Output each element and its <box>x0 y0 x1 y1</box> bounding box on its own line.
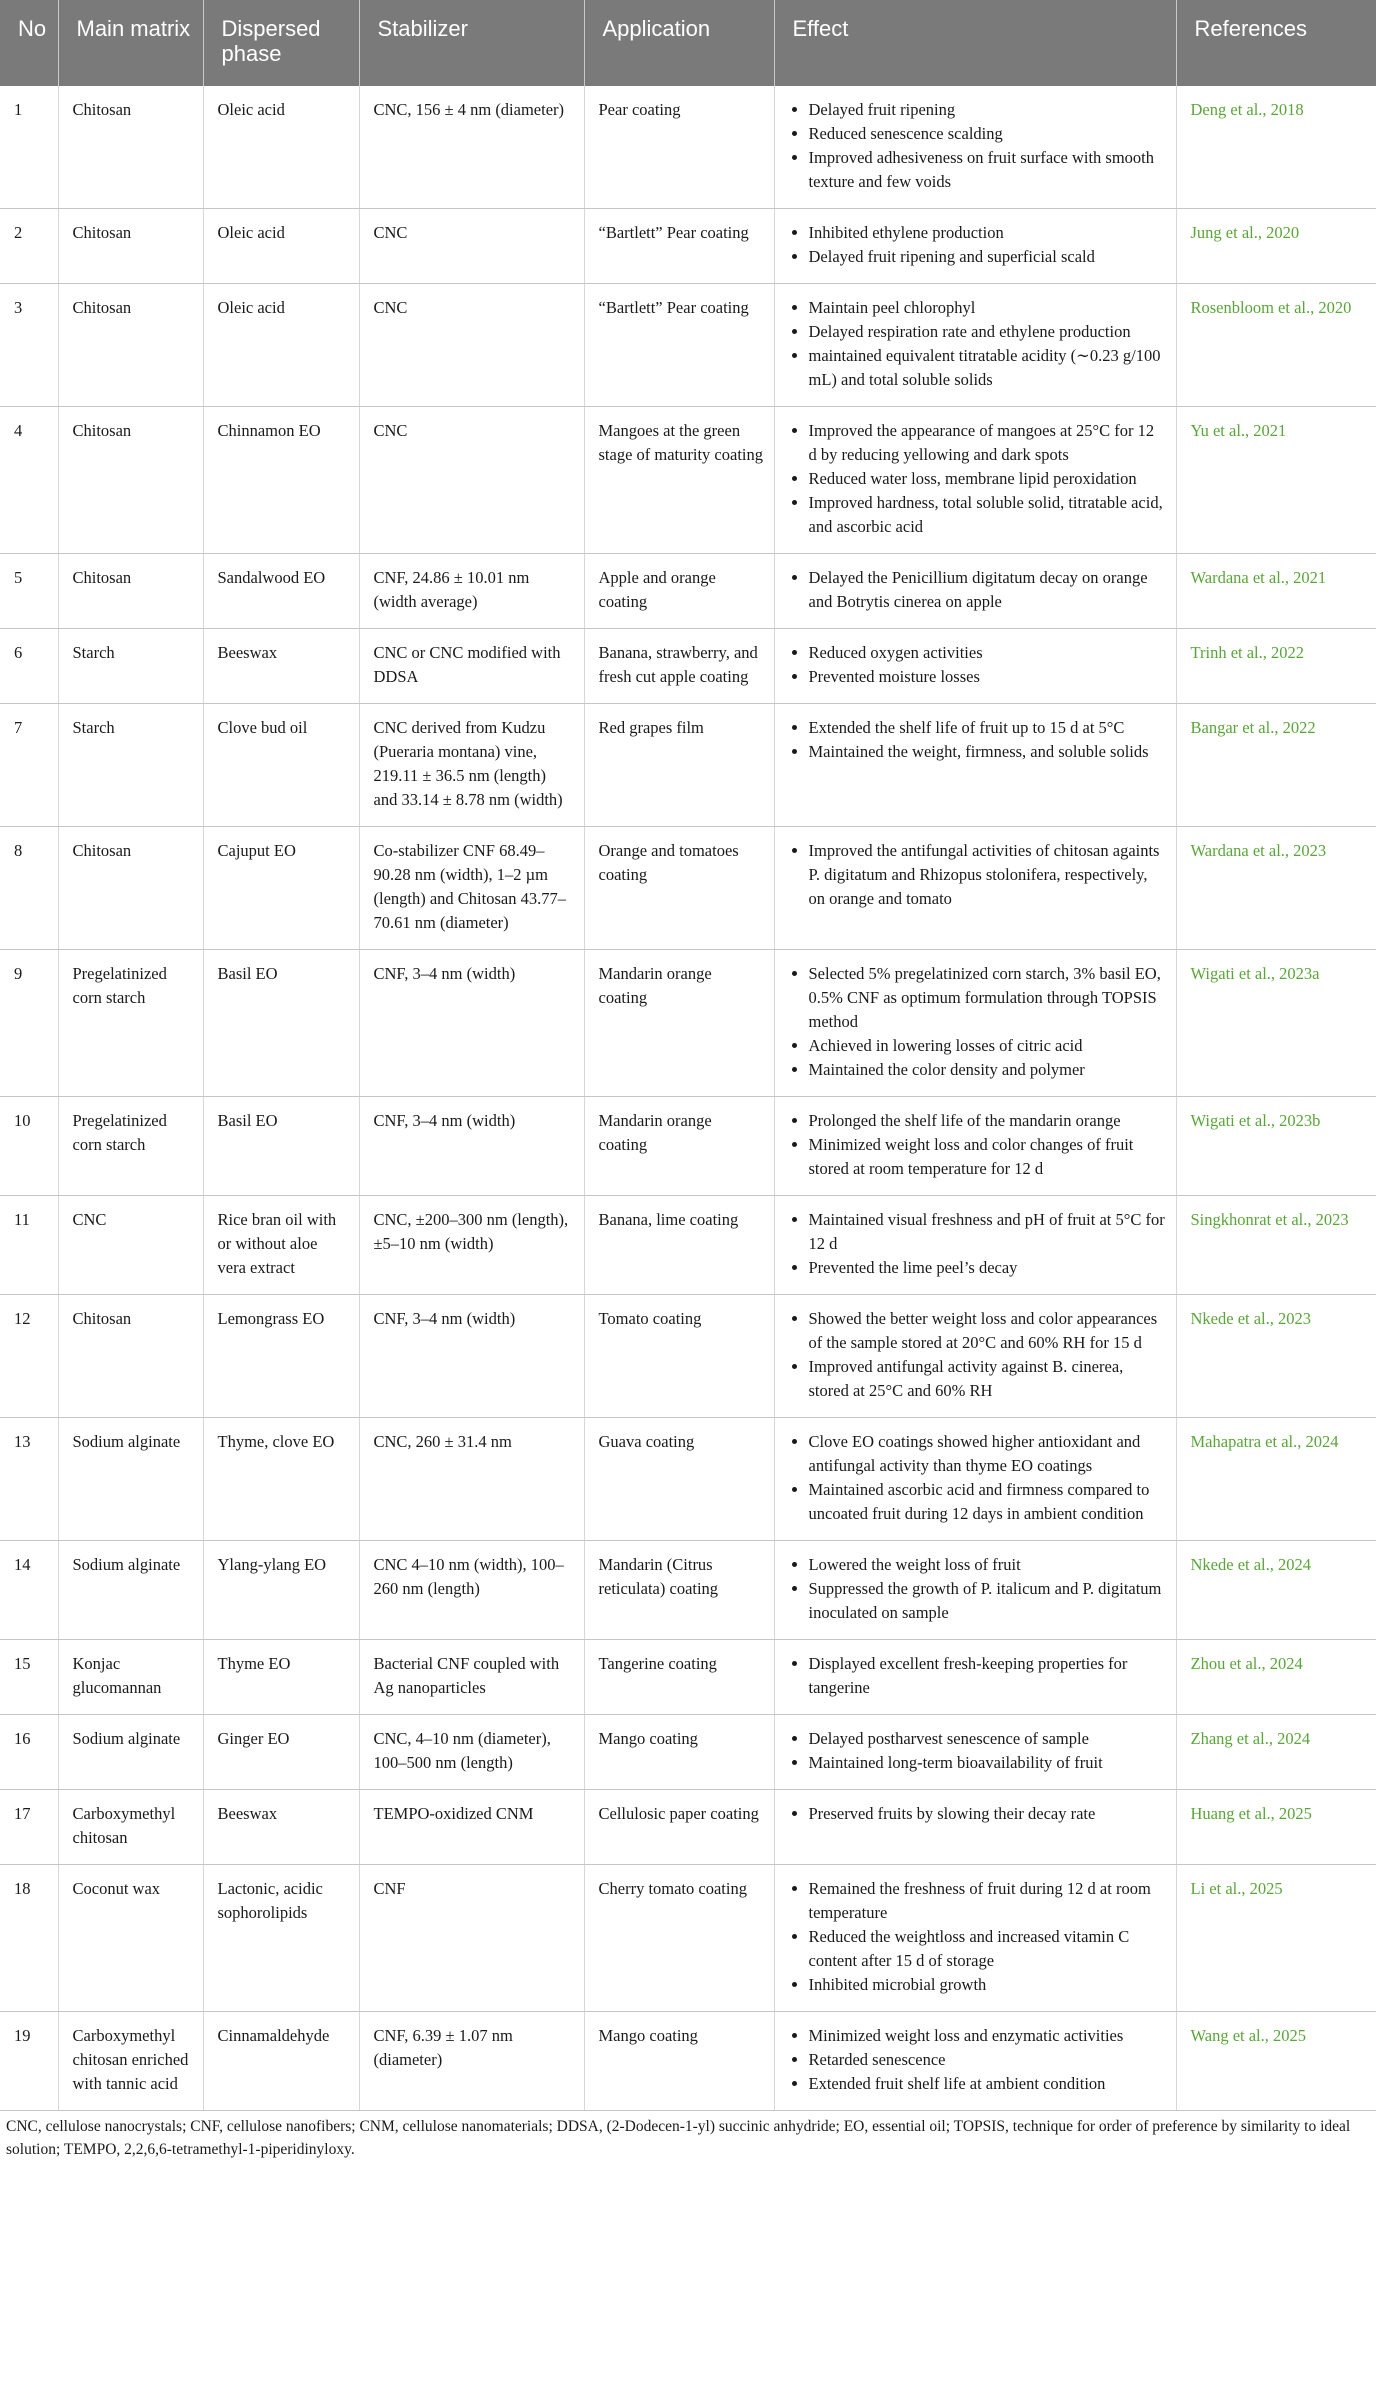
effect-list <box>789 2024 1166 2096</box>
reference-link[interactable]: Zhang et al., 2024 <box>1176 1715 1376 1790</box>
cell-application: Pear coating <box>584 86 774 209</box>
cell-dispersed-phase: Ginger EO <box>203 1715 359 1790</box>
effect-item: • Improved the appearance of mangoes at 25°C for 12 d by reducing yellowing and dark spots <box>809 419 1166 467</box>
table-row <box>0 1097 1376 1196</box>
cell-stabilizer: CNC derived from Kudzu (Pueraria montana) vine, 219.11 ± 36.5 nm (length) and 33.14 ± 8.78 nm (width) <box>359 704 584 827</box>
table-row <box>0 950 1376 1097</box>
effect-list <box>789 296 1166 392</box>
cell-main-matrix: Chitosan <box>58 554 203 629</box>
effect-item: • Minimized weight loss and color changes of fruit stored at room temperature for 12 d <box>809 1133 1166 1181</box>
cell-effect <box>774 950 1176 1097</box>
cell-dispersed-phase: Lemongrass EO <box>203 1295 359 1418</box>
table-row <box>0 209 1376 284</box>
effect-item: • Extended the shelf life of fruit up to 15 d at 5°C <box>809 716 1166 740</box>
cell-stabilizer: CNF, 3–4 nm (width) <box>359 1295 584 1418</box>
reference-link[interactable]: Rosenbloom et al., 2020 <box>1176 284 1376 407</box>
cell-effect <box>774 1097 1176 1196</box>
cell-no: 16 <box>0 1715 58 1790</box>
effect-list <box>789 566 1166 614</box>
cell-main-matrix: Pregelatinized corn starch <box>58 1097 203 1196</box>
cell-dispersed-phase: Beeswax <box>203 629 359 704</box>
effect-item: • Reduced oxygen activities <box>809 641 1166 665</box>
effect-item: • Remained the freshness of fruit during 12 d at room temperature <box>809 1877 1166 1925</box>
cell-dispersed-phase: Beeswax <box>203 1790 359 1865</box>
reference-link[interactable]: Wardana et al., 2021 <box>1176 554 1376 629</box>
reference-link[interactable]: Trinh et al., 2022 <box>1176 629 1376 704</box>
table-row <box>0 86 1376 209</box>
reference-link[interactable]: Singkhonrat et al., 2023 <box>1176 1196 1376 1295</box>
cell-dispersed-phase: Thyme, clove EO <box>203 1418 359 1541</box>
table-row <box>0 284 1376 407</box>
cell-stabilizer: CNC <box>359 284 584 407</box>
cell-main-matrix: Starch <box>58 629 203 704</box>
cell-stabilizer: CNF, 6.39 ± 1.07 nm (diameter) <box>359 2012 584 2111</box>
effect-item: • Maintain peel chlorophyl <box>809 296 1166 320</box>
effect-list <box>789 1307 1166 1403</box>
cell-no: 11 <box>0 1196 58 1295</box>
cell-stabilizer: CNF, 3–4 nm (width) <box>359 950 584 1097</box>
effect-item: • Reduced water loss, membrane lipid peroxidation <box>809 467 1166 491</box>
cell-dispersed-phase: Basil EO <box>203 1097 359 1196</box>
effect-list <box>789 1727 1166 1775</box>
effect-item: • Clove EO coatings showed higher antioxidant and antifungal activity than thyme EO coatings <box>809 1430 1166 1478</box>
cell-effect <box>774 554 1176 629</box>
cell-application: Banana, strawberry, and fresh cut apple coating <box>584 629 774 704</box>
cell-no: 17 <box>0 1790 58 1865</box>
effect-list <box>789 419 1166 539</box>
cell-no: 5 <box>0 554 58 629</box>
cell-main-matrix: Sodium alginate <box>58 1541 203 1640</box>
cell-effect <box>774 1295 1176 1418</box>
cell-application: Tomato coating <box>584 1295 774 1418</box>
cell-main-matrix: Sodium alginate <box>58 1715 203 1790</box>
cell-main-matrix: Starch <box>58 704 203 827</box>
header-references: References <box>1176 0 1376 86</box>
effect-item: • Minimized weight loss and enzymatic activities <box>809 2024 1166 2048</box>
effect-list <box>789 962 1166 1082</box>
cell-application: Cellulosic paper coating <box>584 1790 774 1865</box>
cell-stabilizer: Bacterial CNF coupled with Ag nanoparticles <box>359 1640 584 1715</box>
cell-application: Tangerine coating <box>584 1640 774 1715</box>
cell-effect <box>774 1418 1176 1541</box>
cell-application: “Bartlett” Pear coating <box>584 284 774 407</box>
effect-item: • Showed the better weight loss and color appearances of the sample stored at 20°C and 60% RH for 15 d <box>809 1307 1166 1355</box>
reference-link[interactable]: Mahapatra et al., 2024 <box>1176 1418 1376 1541</box>
effect-list <box>789 1802 1166 1826</box>
table-row <box>0 1295 1376 1418</box>
cell-effect <box>774 1865 1176 2012</box>
cell-application: Mandarin orange coating <box>584 950 774 1097</box>
cell-dispersed-phase: Basil EO <box>203 950 359 1097</box>
cell-stabilizer: CNC <box>359 209 584 284</box>
cell-effect <box>774 1640 1176 1715</box>
effect-item: • Improved antifungal activity against B. cinerea, stored at 25°C and 60% RH <box>809 1355 1166 1403</box>
table-row <box>0 704 1376 827</box>
table-row <box>0 1418 1376 1541</box>
effect-item: • Reduced the weightloss and increased vitamin C content after 15 d of storage <box>809 1925 1166 1973</box>
cell-no: 3 <box>0 284 58 407</box>
cell-main-matrix: Chitosan <box>58 209 203 284</box>
cell-no: 18 <box>0 1865 58 2012</box>
effect-list <box>789 1877 1166 1997</box>
cell-stabilizer: CNC, 260 ± 31.4 nm <box>359 1418 584 1541</box>
cell-main-matrix: Carboxymethyl chitosan <box>58 1790 203 1865</box>
effect-item: • Suppressed the growth of P. italicum and P. digitatum inoculated on sample <box>809 1577 1166 1625</box>
cell-no: 4 <box>0 407 58 554</box>
header-stabilizer: Stabilizer <box>359 0 584 86</box>
reference-link[interactable]: Deng et al., 2018 <box>1176 86 1376 209</box>
effect-item: • Delayed fruit ripening and superficial scald <box>809 245 1166 269</box>
effect-item: • Delayed the Penicillium digitatum decay on orange and Botrytis cinerea on apple <box>809 566 1166 614</box>
cell-no: 15 <box>0 1640 58 1715</box>
cell-application: Mandarin (Citrus reticulata) coating <box>584 1541 774 1640</box>
cell-no: 8 <box>0 827 58 950</box>
effect-item: • Inhibited ethylene production <box>809 221 1166 245</box>
cell-application: Orange and tomatoes coating <box>584 827 774 950</box>
table-row <box>0 2012 1376 2111</box>
cell-effect <box>774 827 1176 950</box>
effect-item: • Inhibited microbial growth <box>809 1973 1166 1997</box>
effect-item: • Maintained the weight, firmness, and soluble solids <box>809 740 1166 764</box>
effect-list <box>789 1652 1166 1700</box>
table-row <box>0 407 1376 554</box>
cell-effect <box>774 209 1176 284</box>
reference-link[interactable]: Yu et al., 2021 <box>1176 407 1376 554</box>
effect-item: • maintained equivalent titratable acidity (∼0.23 g/100 mL) and total soluble solids <box>809 344 1166 392</box>
cell-application: Mango coating <box>584 1715 774 1790</box>
cell-dispersed-phase: Rice bran oil with or without aloe vera extract <box>203 1196 359 1295</box>
cell-effect <box>774 2012 1176 2111</box>
effect-list <box>789 98 1166 194</box>
cell-dispersed-phase: Clove bud oil <box>203 704 359 827</box>
cell-no: 2 <box>0 209 58 284</box>
cell-application: Apple and orange coating <box>584 554 774 629</box>
table-row <box>0 1196 1376 1295</box>
cell-stabilizer: Co-stabilizer CNF 68.49–90.28 nm (width), 1–2 µm (length) and Chitosan 43.77–70.61 nm (diameter) <box>359 827 584 950</box>
reference-link[interactable]: Jung et al., 2020 <box>1176 209 1376 284</box>
header-row <box>0 0 1376 86</box>
cell-no: 9 <box>0 950 58 1097</box>
cell-dispersed-phase: Sandalwood EO <box>203 554 359 629</box>
effect-item: • Delayed postharvest senescence of sample <box>809 1727 1166 1751</box>
header-main-matrix: Main matrix <box>58 0 203 86</box>
reference-link[interactable]: Bangar et al., 2022 <box>1176 704 1376 827</box>
reference-link[interactable]: Li et al., 2025 <box>1176 1865 1376 2012</box>
cell-no: 6 <box>0 629 58 704</box>
effect-list <box>789 641 1166 689</box>
cell-main-matrix: Chitosan <box>58 827 203 950</box>
cell-effect <box>774 1790 1176 1865</box>
table-row <box>0 1640 1376 1715</box>
reference-link[interactable]: Wardana et al., 2023 <box>1176 827 1376 950</box>
table-body <box>0 86 1376 2111</box>
cell-application: Cherry tomato coating <box>584 1865 774 2012</box>
effect-list <box>789 839 1166 911</box>
cell-main-matrix: Chitosan <box>58 284 203 407</box>
effect-list <box>789 1208 1166 1280</box>
cell-application: Banana, lime coating <box>584 1196 774 1295</box>
cell-stabilizer: CNC or CNC modified with DDSA <box>359 629 584 704</box>
effect-list <box>789 716 1166 764</box>
reference-link[interactable]: Zhou et al., 2024 <box>1176 1640 1376 1715</box>
table-row <box>0 1865 1376 2012</box>
cell-stabilizer: CNC 4–10 nm (width), 100–260 nm (length) <box>359 1541 584 1640</box>
cell-main-matrix: Pregelatinized corn starch <box>58 950 203 1097</box>
cell-dispersed-phase: Cajuput EO <box>203 827 359 950</box>
effect-item: • Prevented moisture losses <box>809 665 1166 689</box>
effect-item: • Selected 5% pregelatinized corn starch, 3% basil EO, 0.5% CNF as optimum formulation through TOPSIS method <box>809 962 1166 1034</box>
reference-link[interactable]: Nkede et al., 2024 <box>1176 1541 1376 1640</box>
header-effect: Effect <box>774 0 1176 86</box>
effect-item: • Maintained long-term bioavailability of fruit <box>809 1751 1166 1775</box>
effect-item: • Maintained visual freshness and pH of fruit at 5°C for 12 d <box>809 1208 1166 1256</box>
effect-item: • Achieved in lowering losses of citric acid <box>809 1034 1166 1058</box>
cell-effect <box>774 1196 1176 1295</box>
effect-item: • Delayed fruit ripening <box>809 98 1166 122</box>
cell-application: Guava coating <box>584 1418 774 1541</box>
cell-main-matrix: Konjac glucomannan <box>58 1640 203 1715</box>
cell-stabilizer: CNC, ±200–300 nm (length), ±5–10 nm (width) <box>359 1196 584 1295</box>
cell-no: 1 <box>0 86 58 209</box>
cell-no: 13 <box>0 1418 58 1541</box>
cell-effect <box>774 86 1176 209</box>
reference-link[interactable]: Wigati et al., 2023a <box>1176 950 1376 1097</box>
table-row <box>0 1715 1376 1790</box>
effect-list <box>789 1109 1166 1181</box>
cell-dispersed-phase: Oleic acid <box>203 209 359 284</box>
cell-dispersed-phase: Lactonic, acidic sophorolipids <box>203 1865 359 2012</box>
cell-stabilizer: CNC, 156 ± 4 nm (diameter) <box>359 86 584 209</box>
cell-effect <box>774 1541 1176 1640</box>
effect-item: • Maintained the color density and polymer <box>809 1058 1166 1082</box>
effect-item: • Improved adhesiveness on fruit surface with smooth texture and few voids <box>809 146 1166 194</box>
table-row <box>0 1790 1376 1865</box>
cell-no: 12 <box>0 1295 58 1418</box>
cell-stabilizer: CNF, 3–4 nm (width) <box>359 1097 584 1196</box>
cell-no: 19 <box>0 2012 58 2111</box>
cell-main-matrix: Sodium alginate <box>58 1418 203 1541</box>
cell-main-matrix: Coconut wax <box>58 1865 203 2012</box>
cell-effect <box>774 407 1176 554</box>
reference-link[interactable]: Wang et al., 2025 <box>1176 2012 1376 2111</box>
cell-main-matrix: Chitosan <box>58 86 203 209</box>
cell-main-matrix: Chitosan <box>58 407 203 554</box>
reference-link[interactable]: Huang et al., 2025 <box>1176 1790 1376 1865</box>
cell-dispersed-phase: Oleic acid <box>203 284 359 407</box>
cell-application: Mango coating <box>584 2012 774 2111</box>
header-no: No <box>0 0 58 86</box>
effect-item: • Improved the antifungal activities of chitosan againts P. digitatum and Rhizopus stolonifera, respectively, on orange and tomato <box>809 839 1166 911</box>
cell-dispersed-phase: Chinnamon EO <box>203 407 359 554</box>
effect-item: • Retarded senescence <box>809 2048 1166 2072</box>
cell-application: “Bartlett” Pear coating <box>584 209 774 284</box>
effect-item: • Reduced senescence scalding <box>809 122 1166 146</box>
effect-item: • Improved hardness, total soluble solid, titratable acid, and ascorbic acid <box>809 491 1166 539</box>
header-application: Application <box>584 0 774 86</box>
cell-dispersed-phase: Oleic acid <box>203 86 359 209</box>
cell-stabilizer: CNF <box>359 1865 584 2012</box>
cell-stabilizer: CNC <box>359 407 584 554</box>
effect-list <box>789 1553 1166 1625</box>
table-row <box>0 1541 1376 1640</box>
effect-item: • Delayed respiration rate and ethylene production <box>809 320 1166 344</box>
cell-no: 7 <box>0 704 58 827</box>
effect-item: • Preserved fruits by slowing their decay rate <box>809 1802 1166 1826</box>
reference-link[interactable]: Nkede et al., 2023 <box>1176 1295 1376 1418</box>
cell-application: Red grapes film <box>584 704 774 827</box>
cell-effect <box>774 704 1176 827</box>
reference-link[interactable]: Wigati et al., 2023b <box>1176 1097 1376 1196</box>
cell-application: Mangoes at the green stage of maturity coating <box>584 407 774 554</box>
cell-dispersed-phase: Cinnamaldehyde <box>203 2012 359 2111</box>
table-row <box>0 629 1376 704</box>
effect-list <box>789 221 1166 269</box>
cell-no: 10 <box>0 1097 58 1196</box>
cell-no: 14 <box>0 1541 58 1640</box>
effect-item: • Lowered the weight loss of fruit <box>809 1553 1166 1577</box>
cell-stabilizer: TEMPO-oxidized CNM <box>359 1790 584 1865</box>
effect-item: • Prolonged the shelf life of the mandarin orange <box>809 1109 1166 1133</box>
cell-dispersed-phase: Ylang-ylang EO <box>203 1541 359 1640</box>
table-row <box>0 554 1376 629</box>
cell-application: Mandarin orange coating <box>584 1097 774 1196</box>
effect-item: • Maintained ascorbic acid and firmness compared to uncoated fruit during 12 days in ambient condition <box>809 1478 1166 1526</box>
cell-effect <box>774 629 1176 704</box>
cell-dispersed-phase: Thyme EO <box>203 1640 359 1715</box>
cell-main-matrix: CNC <box>58 1196 203 1295</box>
cell-effect <box>774 1715 1176 1790</box>
cell-stabilizer: CNF, 24.86 ± 10.01 nm (width average) <box>359 554 584 629</box>
table-row <box>0 827 1376 950</box>
effect-item: • Extended fruit shelf life at ambient condition <box>809 2072 1166 2096</box>
effect-item: • Prevented the lime peel’s decay <box>809 1256 1166 1280</box>
header-dispersed-phase: Dispersed phase <box>203 0 359 86</box>
effect-list <box>789 1430 1166 1526</box>
cell-stabilizer: CNC, 4–10 nm (diameter), 100–500 nm (length) <box>359 1715 584 1790</box>
table-footnote: CNC, cellulose nanocrystals; CNF, cellulose nanofibers; CNM, cellulose nanomaterials; DDSA, (2-Dodecen-1-yl) succinic anhydride; EO, essential oil; TOPSIS, technique for order of preference by similarity to ideal solution; TEMPO, 2,2,6,6-tetramethyl-1-piperidinyloxy. <box>6 2118 1351 2158</box>
cell-effect <box>774 284 1176 407</box>
cell-main-matrix: Chitosan <box>58 1295 203 1418</box>
effect-item: • Displayed excellent fresh-keeping properties for tangerine <box>809 1652 1166 1700</box>
cell-main-matrix: Carboxymethyl chitosan enriched with tannic acid <box>58 2012 203 2111</box>
